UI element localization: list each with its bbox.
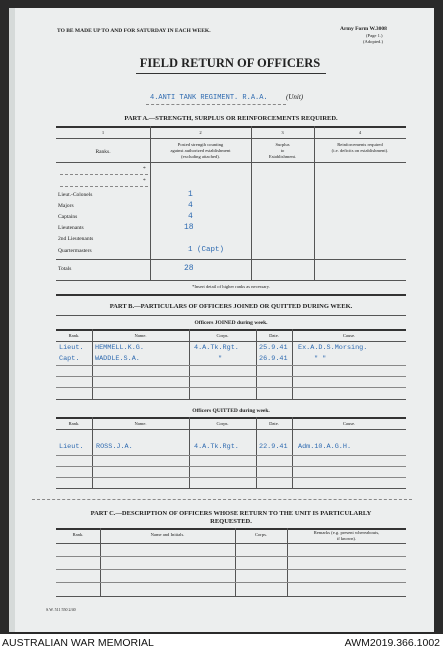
col-header-surplus-1: Surplus	[275, 142, 290, 147]
col-header-corps: Corps.	[216, 421, 229, 426]
col-header-name: Name.	[134, 421, 147, 426]
rank-label: Captains	[58, 214, 78, 220]
col-header-date: Date.	[269, 421, 279, 426]
col-divider	[256, 329, 257, 399]
rank-line	[60, 186, 148, 187]
col-header-posted-2: against authorized establishment	[170, 148, 231, 153]
row-line	[56, 365, 406, 366]
col-number-1: 1	[101, 130, 105, 135]
quitted-date: 22.9.41	[259, 443, 288, 451]
col-header-rank: Rank.	[68, 333, 80, 338]
col-header-name-initials: Name and Initials.	[150, 532, 185, 537]
rule	[56, 259, 406, 260]
form-title: FIELD RETURN OF OFFICERS	[139, 56, 321, 70]
fold-line	[32, 499, 412, 500]
col-header-reinf-1: Reinforcements required	[337, 142, 383, 147]
rank-label: Majors	[58, 203, 74, 209]
unit-typed: 4.ANTI TANK REGIMENT. R.A.A.	[150, 94, 268, 102]
joined-heading: Officers JOINED during week.	[194, 320, 268, 326]
row-line	[56, 582, 406, 583]
joined-rank: Capt.	[59, 355, 80, 363]
row-line	[56, 387, 406, 388]
posted-value: 4	[188, 201, 193, 210]
part-b-top-rule	[56, 294, 406, 296]
joined-date: 26.9.41	[259, 355, 288, 363]
quitted-rank: Lieut.	[59, 443, 84, 451]
col-divider	[100, 528, 101, 596]
archive-footer	[0, 634, 443, 653]
col-header-cause: Cause.	[342, 421, 356, 426]
col-header-remarks-1: Remarks (e.g. present whereabouts,	[313, 530, 380, 535]
col-header-corps: Corps.	[216, 333, 229, 338]
col-header-surplus-2: to	[280, 148, 285, 153]
joined-date: 25.9.41	[259, 344, 288, 352]
rule	[56, 488, 406, 489]
col-divider	[189, 329, 190, 399]
rank-label: 2nd Lieutenants	[58, 236, 94, 242]
joined-corps: "	[218, 355, 223, 363]
unit-label: (Unit)	[286, 93, 304, 101]
quitted-heading: Officers QUITTED during week.	[192, 408, 270, 414]
col-divider	[314, 126, 315, 280]
col-header-name: Name.	[134, 333, 147, 338]
col-divider	[235, 528, 236, 596]
col-divider	[251, 126, 252, 280]
col-number-4: 4	[358, 130, 362, 135]
form-instruction: TO BE MADE UP TO AND FOR SATURDAY IN EACH WEEK.	[57, 28, 211, 34]
footer-right: AWM2019.366.1002	[344, 637, 440, 649]
row-line	[56, 556, 406, 557]
star-mark: *	[143, 166, 146, 172]
adopted-note: (Adopted.)	[363, 39, 384, 44]
quitted-corps: 4.A.Tk.Rgt.	[194, 443, 239, 451]
posted-value: 4	[188, 212, 193, 221]
part-c-heading-1: PART C.—DESCRIPTION OF OFFICERS WHOSE RETURN TO THE UNIT IS PARTICULARLY	[90, 510, 372, 517]
star-mark: *	[143, 178, 146, 184]
rule	[56, 429, 406, 430]
rule	[56, 138, 406, 139]
army-form-number: Army Form W.3008	[340, 26, 387, 32]
rule	[56, 162, 406, 163]
rule	[56, 417, 406, 419]
row-line	[56, 466, 406, 467]
col-header-posted-3: (excluding attached).	[181, 154, 220, 159]
quitted-name: ROSS.J.A.	[96, 443, 133, 451]
rule	[56, 280, 406, 281]
col-header-cause: Cause.	[342, 333, 356, 338]
rule	[56, 329, 406, 331]
row-line	[56, 455, 406, 456]
joined-rank: Lieut.	[59, 344, 84, 352]
rule	[56, 596, 406, 597]
rule	[56, 399, 406, 400]
rule	[56, 341, 406, 342]
row-line	[56, 376, 406, 377]
unit-dotted-line	[146, 104, 286, 105]
posted-value: 18	[184, 223, 194, 232]
rank-label: Lieut.-Colonels	[58, 192, 93, 198]
col-header-reinf-2: (i.e. deficits on establishment).	[331, 148, 389, 153]
col-header-rank: Rank.	[68, 421, 80, 426]
rank-label: Quartermasters	[58, 248, 92, 254]
col-header-surplus-3: Establishment.	[268, 154, 297, 159]
col-header-rank: Rank.	[72, 532, 84, 537]
joined-name: HEMMELL.K.G.	[95, 344, 144, 352]
col-number-3: 3	[281, 130, 284, 135]
col-divider	[92, 329, 93, 399]
col-divider	[150, 126, 151, 280]
col-header-corps: Corps.	[254, 532, 268, 537]
joined-cause: " "	[314, 355, 327, 363]
col-divider	[287, 528, 288, 596]
part-a-footnote: *Insert detail of higher ranks as necessary.	[192, 284, 270, 289]
col-number-2: 2	[199, 130, 202, 135]
print-code: S.W. 511 550 2/40	[46, 607, 76, 612]
joined-name: WADDLE.S.A.	[95, 355, 140, 363]
page-number: (Page 1.)	[366, 33, 383, 38]
col-header-date: Date.	[269, 333, 279, 338]
part-a-top-rule	[56, 126, 406, 128]
quitted-cause: Adm.10.A.G.H.	[298, 443, 352, 451]
rank-label: Lieutenants	[58, 225, 84, 231]
posted-value: 1	[188, 190, 193, 199]
totals-label: Totals	[58, 266, 72, 272]
rank-line	[60, 174, 148, 175]
title-underline	[136, 73, 326, 74]
page-edge	[9, 8, 15, 632]
part-a-heading: PART A.—STRENGTH, SURPLUS OR REINFORCEMENTS REQUIRED.	[124, 115, 338, 122]
footer-left: AUSTRALIAN WAR MEMORIAL	[2, 637, 154, 649]
joined-cause: Ex.A.D.S.Morsing.	[298, 344, 368, 352]
col-header-remarks-2: if known).	[336, 536, 357, 541]
row-line	[56, 477, 406, 478]
rule	[56, 315, 406, 316]
totals-value: 28	[184, 264, 194, 273]
col-header-ranks: Ranks.	[95, 149, 111, 155]
part-c-heading-2: REQUESTED.	[210, 518, 252, 525]
joined-corps: 4.A.Tk.Rgt.	[194, 344, 239, 352]
col-divider	[292, 329, 293, 399]
rule	[56, 543, 406, 544]
part-b-heading: PART B.—PARTICULARS OF OFFICERS JOINED OR QUITTED DURING WEEK.	[109, 303, 353, 310]
row-line	[56, 569, 406, 570]
posted-value: 1 (Capt)	[188, 246, 225, 254]
col-header-posted-1: Posted strength counting	[177, 142, 224, 147]
